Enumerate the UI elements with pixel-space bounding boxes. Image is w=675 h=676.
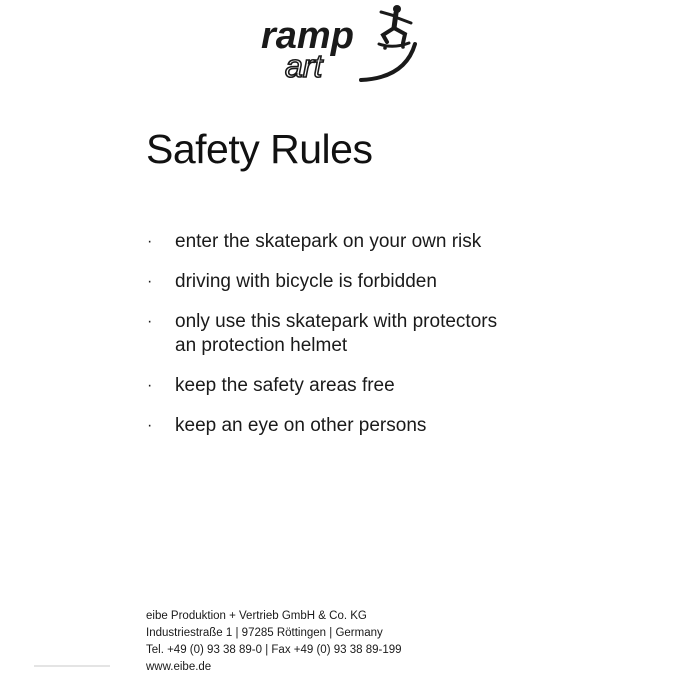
ramp-curve-icon — [361, 44, 415, 80]
faint-watermark — [34, 665, 110, 667]
rule-text-continued: an protection helmet — [175, 335, 348, 356]
footer-address: Industriestraße 1 | 97285 Röttingen | Germany — [146, 627, 383, 639]
footer-phone: Tel. +49 (0) 93 38 89-0 | Fax +49 (0) 93 38 89-199 — [146, 644, 402, 656]
logo-word-ramp: ramp — [261, 15, 354, 57]
rule-text: driving with bicycle is forbidden — [175, 271, 437, 292]
safety-rules-list — [147, 230, 607, 454]
rule-item — [147, 310, 607, 358]
page-title: Safety Rules — [146, 126, 373, 172]
rule-text: only use this skatepark with protectors — [175, 311, 498, 332]
skater-figure-icon — [379, 5, 411, 50]
rule-item — [147, 270, 607, 294]
bullet-icon: · — [147, 273, 153, 290]
rule-item — [147, 374, 607, 398]
company-footer — [146, 608, 402, 676]
rule-item — [147, 230, 607, 254]
logo-word-art: art — [285, 48, 323, 84]
rule-text: keep an eye on other persons — [175, 415, 427, 436]
rule-text: keep the safety areas free — [175, 375, 395, 396]
skater-logo-icon — [255, 2, 425, 87]
ramp-art-logo — [255, 2, 425, 87]
bullet-icon: · — [147, 377, 153, 394]
bullet-icon: · — [147, 313, 153, 330]
footer-website: www.eibe.de — [146, 661, 212, 673]
bullet-icon: · — [147, 233, 153, 250]
footer-company: eibe Produktion + Vertrieb GmbH & Co. KG — [146, 610, 367, 622]
bullet-icon: · — [147, 417, 153, 434]
rule-item — [147, 414, 607, 438]
rule-text: enter the skatepark on your own risk — [175, 231, 482, 252]
